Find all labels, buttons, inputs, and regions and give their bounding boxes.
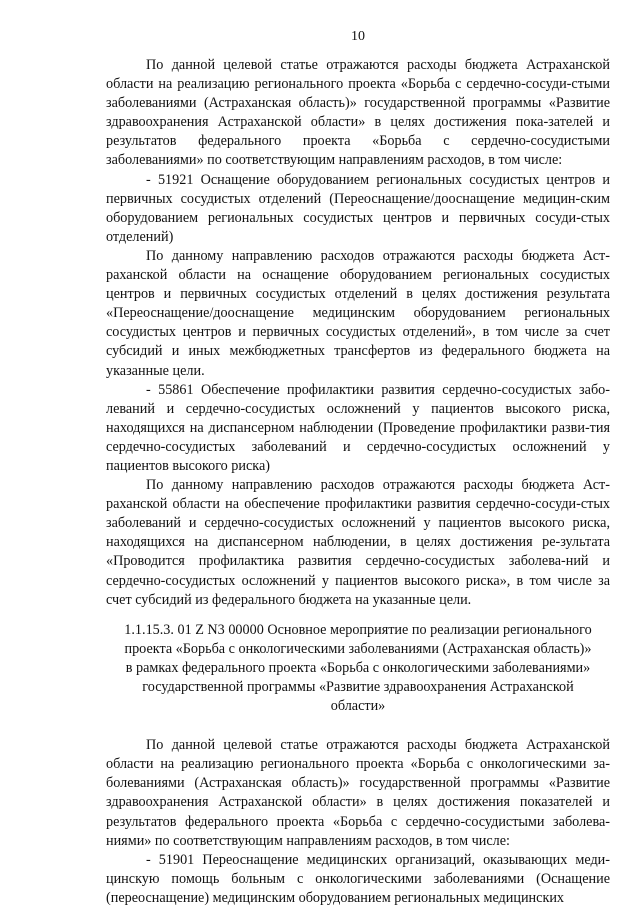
section-heading [106, 621, 610, 716]
paragraph: По данной целевой статье отражаются расходы бюджета Астраханской области на реализацию регионального проекта «Борьба с онкологическими за-болеваниями (Астраханская область)» государственной программы «Развитие здравоохранения Астраханской области» в целях достижения показателей и результатов федерального проекта «Борьба с сердечно-сосудистыми заболева-ниями» по соответствующим направлениям расходов, в том числе: [106, 737, 610, 849]
list-item: - 55861 Обеспечение профилактики развития сердечно-сосудистых забо-леваний и сердечно-сосудистых осложнений у пациентов высокого риска, находящихся на диспансерном наблюдении (Проведение профилактики разви-тия сердечно-сосудистых заболеваний и сердечно-сосудистых осложнений у пациентов высокого риска) [106, 381, 610, 474]
section-heading-line: 1.1.15.3. 01 Z N3 00000 Основное мероприятие по реализации регионального [124, 621, 592, 638]
section-heading-line: проекта «Борьба с онкологическими заболеваниями (Астраханская область)» [124, 640, 592, 657]
document-page [106, 28, 610, 908]
paragraph: По данному направлению расходов отражаются расходы бюджета Аст-раханской области на оснащение оборудованием региональных сосудистых центров и первичных сосудистых отделений в целях достижения результата «Переоснащение/дооснащение медицинским оборудованием региональных сосудистых центров и первичных сосудистых отделений», в том числе за счет субсидий и иных межбюджетных трансфертов из федерального бюджета на указанные цели. [106, 247, 610, 379]
list-item: - 51921 Оснащение оборудованием региональных сосудистых центров и первичных сосудистых отделений (Переоснащение/дооснащение медицин-ским оборудованием региональных сосудистых центров и первичных сосуди-стых отделений) [106, 171, 610, 245]
section-heading-line: области» [330, 698, 386, 715]
list-item: - 51901 Переоснащение медицинских организаций, оказывающих меди-цинскую помощь больным с онкологическими заболеваниями (Оснащение (переоснащение) медицинским оборудованием региональных медицинских [106, 851, 610, 906]
page-number: 10 [351, 29, 365, 44]
paragraph: По данной целевой статье отражаются расходы бюджета Астраханской области на реализацию регионального проекта «Борьба с сердечно-сосуди-стыми заболеваниями (Астраханская область)» государственной программы «Развитие здравоохранения Астраханской области» в целях достижения пока-зателей и результатов федерального проекта «Борьба с сердечно-сосудистыми заболеваниями» по соответствующим направлениям расходов, в том числе: [106, 57, 610, 169]
section-heading-line: в рамках федерального проекта «Борьба с онкологическими заболеваниями» [125, 659, 591, 676]
paragraph: По данному направлению расходов отражаются расходы бюджета Аст-раханской области на обеспечение профилактики развития сердечно-сосуди-стых заболеваний и сердечно-сосудистых осложнений у пациентов высокого риска, находящихся на диспансерном наблюдении, в целях достижения ре-зультата «Проводится профилактика развития сердечно-сосудистых заболева-ний и сердечно-сосудистых осложнений у пациентов высокого риска», в том числе за счет субсидий из федерального бюджета на указанные цели. [106, 477, 610, 608]
section-heading-line: государственной программы «Развитие здравоохранения Астраханской [142, 679, 574, 695]
